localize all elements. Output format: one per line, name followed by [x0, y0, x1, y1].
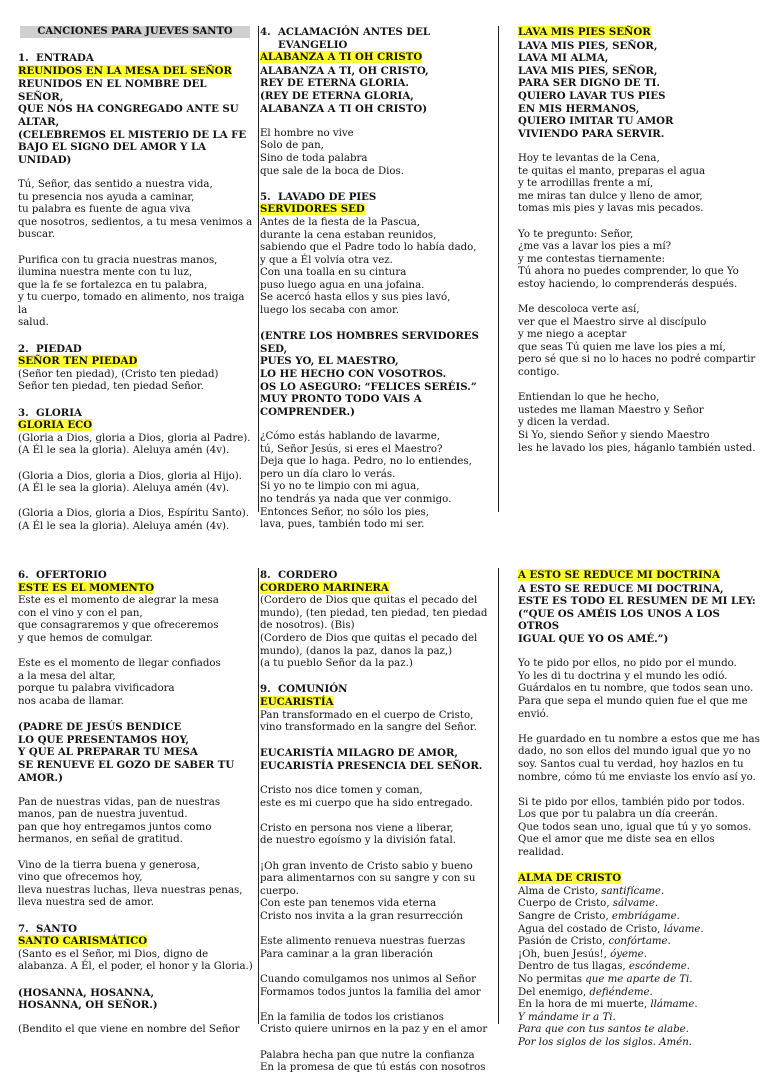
column-divider [498, 568, 499, 1024]
lyric-line: ¿Cómo estás hablando de lavarme, [260, 431, 441, 442]
lyric-line: (Gloria a Dios, gloria a Dios, gloria al Padre). [18, 432, 251, 444]
song-title [518, 569, 760, 583]
prayer-response: embriágame. [611, 911, 680, 923]
highlighted-song-title: CORDERO MARINERA [260, 581, 389, 594]
lyric-line: Pan transformado en el cuerpo de Cristo, [260, 709, 474, 721]
column-divider [498, 26, 499, 512]
spacer [260, 318, 496, 331]
prayer-text: No permitas [518, 974, 586, 985]
prayer-response: óyeme. [610, 948, 647, 960]
lyric-line: me miras tan dulce y lleno de amor, [518, 190, 703, 202]
highlighted-song-title: ALABANZA A TI OH CRISTO [260, 51, 423, 64]
chorus-line: (ENTRE LOS HOMBRES SERVIDORES SED, [260, 330, 479, 355]
section-number: 6. [18, 569, 29, 581]
lyric-line: vino transformado en la sangre del Señor. [260, 722, 477, 734]
lyric-line: Cristo quiere unirnos en la paz y en el amor [260, 1024, 488, 1036]
prayer-response: Para que con tus santos te alabe. [518, 1024, 689, 1036]
chorus-line: VIVIENDO PARA SERVIR. [518, 127, 665, 140]
spacer [18, 709, 254, 722]
prayer-line [518, 886, 760, 899]
section-title: SANTO [36, 922, 78, 935]
song-title [518, 872, 760, 886]
lyric-line: que la fe se fortalezca en tu palabra, [18, 279, 208, 291]
lyric-line: Señor ten piedad, ten piedad Señor. [18, 381, 204, 393]
lyric-line: Para caminar a la gran liberación [260, 948, 433, 960]
spacer [260, 773, 496, 786]
spacer [260, 418, 496, 431]
song-title [18, 419, 254, 433]
lyric-line: (Cordero de Dios que quitas el pecado del [260, 595, 478, 607]
chorus-line: ALABANZA A TI, OH CRISTO, [260, 64, 429, 77]
column-6 [518, 569, 760, 1050]
chorus-line: EUCARISTÍA PRESENCIA DEL SEÑOR. [260, 759, 483, 772]
spacer [260, 735, 496, 748]
chorus-line: (HOSANNA, HOSANNA, [18, 986, 155, 999]
section-number: 9. [260, 683, 271, 696]
lyric-line: (Santo es el Señor, mi Dios, digno de [18, 948, 209, 960]
lyric-line: Tú, Señor, das sentido a nuestra vida, [18, 178, 213, 190]
lyric-line: Este alimento renueva nuestras fuerzas [260, 936, 466, 948]
chorus-line: QUIERO IMITAR TU AMOR [518, 115, 674, 128]
chorus-line: PUES YO, EL MAESTRO, [260, 355, 399, 368]
lyric-line: manos, pan de nuestra juventud. [18, 809, 188, 821]
lyric-line: este es mi cuerpo que ha sido entregado. [260, 797, 473, 809]
lyric-line: para alimentarnos con su sangre y con su [260, 873, 476, 885]
highlighted-song-title: EUCARISTÍA [260, 695, 334, 708]
page-title: CANCIONES PARA JUEVES SANTO [37, 26, 233, 37]
lyric-line: y me contestas tiernamente: [518, 253, 665, 265]
section-title: LAVADO DE PIES [278, 190, 377, 203]
lyric-line: que seas Tú quien me lave los pies a mí, [518, 341, 726, 353]
spacer [18, 847, 254, 860]
chorus-line: SE RENUEVE EL GOZO DE SABER TU AMOR.) [18, 758, 235, 784]
section-heading [18, 569, 254, 582]
lyric-line: (Cordero de Dios que quitas el pecado del [260, 632, 478, 644]
spacer [18, 974, 254, 987]
lyric-line: (A Él le sea la gloria). Aleluya amén (4v). [18, 445, 230, 457]
column-4 [18, 569, 254, 1037]
song-title [260, 582, 496, 596]
section-number: 2. [18, 342, 29, 355]
lyric-line: Que el amor que me diste sea en ellos realidad. [518, 834, 715, 859]
section-heading [18, 923, 254, 936]
chorus-line: QUE NOS HA CONGREGADO ANTE SU [18, 103, 239, 116]
prayer-response: Y mándame ir a Ti. [518, 1011, 616, 1023]
lyric-line: vino que ofrecemos hoy, [18, 872, 143, 884]
chorus-line: ALTAR, [18, 115, 60, 128]
lyric-line: ver que el Maestro sirve al discípulo [518, 316, 707, 328]
spacer [18, 330, 254, 343]
lyric-line: Pan de nuestras vidas, pan de nuestras [18, 796, 221, 808]
section-number: 4. [260, 26, 271, 38]
song-title [18, 65, 254, 79]
chorus-line: IGUAL QUE YO OS AMÉ.”) [518, 632, 669, 645]
spacer [260, 115, 496, 128]
song-title [260, 203, 496, 217]
lyric-line: Guárdalos en tu nombre, que todos sean uno. [518, 683, 754, 695]
song-title [18, 935, 254, 949]
lyric-line: Deja que lo haga. Pedro, no lo entiendes, [260, 456, 472, 468]
lyric-line: puso luego agua en una jofaina. [260, 279, 425, 291]
section-number: 7. [18, 922, 29, 935]
spacer [260, 671, 496, 684]
section-title: OFERTORIO [36, 569, 107, 581]
section-title: CORDERO [278, 569, 338, 581]
spacer [18, 496, 254, 509]
spacer [518, 291, 760, 304]
lyric-line: (Gloria a Dios, gloria a Dios, gloria al Hijo). [18, 470, 243, 482]
chorus-line: ESTE ES TODO EL RESUMEN DE MI LEY: [518, 595, 756, 608]
lyric-line: no tendrás ya nada que ver conmigo. [260, 493, 452, 505]
chorus-line: REUNIDOS EN EL NOMBRE DEL SEÑOR, [18, 78, 207, 103]
lyric-line: El hombre no vive [260, 127, 354, 139]
highlighted-song-title: ESTE ES EL MOMENTO [18, 581, 155, 594]
lyric-line: Se acercó hasta ellos y sus pies lavó, [260, 292, 451, 304]
chorus-line: REY DE ETERNA GLORIA. [260, 77, 409, 90]
prayer-text: Pasión de Cristo, [518, 936, 609, 948]
prayer-response: sálvame. [612, 898, 659, 910]
spacer [260, 848, 496, 861]
chorus-line: ALABANZA A TI OH CRISTO) [260, 102, 428, 115]
lyric-line: con el vino y con el pan, [18, 607, 143, 619]
highlighted-song-title: SANTO CARISMÁTICO [18, 935, 148, 948]
lyric-line: buscar. [18, 229, 56, 241]
section-number: 8. [260, 569, 271, 581]
lyric-line: salud. [18, 317, 49, 329]
chorus-line: COMPRENDER.) [260, 405, 355, 418]
lyric-line: Yo les di tu doctrina y el mundo les odió. [518, 670, 728, 682]
section-heading [260, 683, 496, 696]
chorus-line: LAVA MIS PIES, SEÑOR, [518, 64, 658, 77]
lyric-line: ilumina nuestra mente con tu luz, [18, 267, 193, 279]
section-number: 5. [260, 190, 271, 203]
chorus-line: (REY DE ETERNA GLORIA, [260, 89, 414, 102]
lyric-line: contigo. [518, 367, 560, 379]
spacer [260, 178, 496, 191]
lyric-line: les he lavado los pies, háganlo también usted. [518, 442, 756, 454]
section-heading [18, 52, 254, 65]
lyric-line: Tú ahora no puedes comprender, lo que Yo [518, 266, 739, 278]
spacer [18, 242, 254, 255]
lyric-line: Formamos todos juntos la familia del amor [260, 986, 481, 998]
prayer-text: En la hora de mi muerte, [518, 999, 651, 1011]
chorus-line: LO QUE PRESENTAMOS HOY, [18, 733, 189, 746]
lyric-line: (Bendito el que viene en nombre del Señor [18, 1024, 240, 1036]
lyric-line: que consagraremos y que ofreceremos [18, 620, 219, 632]
prayer-text: Dentro de tus llagas, [518, 961, 629, 973]
prayer-response: lávame. [663, 923, 704, 935]
chorus-line: (“QUE OS AMÉIS LOS UNOS A LOS OTROS [518, 607, 720, 633]
section-heading [260, 191, 496, 204]
lyric-line: soy. Santos cual tu verdad, hoy hazlos en tu [518, 758, 744, 770]
spacer [18, 166, 254, 179]
lyric-line: Este es el momento de alegrar la mesa [18, 595, 219, 607]
lyric-line: durante la cena estaban reunidos, [260, 229, 437, 241]
section-heading [260, 26, 496, 51]
spacer [518, 721, 760, 734]
spacer [260, 810, 496, 823]
lyric-line: y te arrodillas frente a mí, [518, 178, 654, 190]
chorus-line: (PADRE DE JESÚS BENDICE [18, 721, 182, 734]
spacer [518, 646, 760, 659]
prayer-line [518, 1037, 760, 1050]
lyric-line: nos acaba de llamar. [18, 695, 124, 707]
prayer-line [518, 898, 760, 911]
spacer [518, 380, 760, 393]
lyric-line: Palabra hecha pan que nutre la confianza [260, 1049, 475, 1061]
prayer-text: Sangre de Cristo, [518, 911, 612, 923]
section-number: 1. [18, 52, 29, 64]
lyric-line: ¡Oh gran invento de Cristo sabio y bueno [260, 860, 473, 872]
highlighted-song-title: ALMA DE CRISTO [518, 872, 622, 885]
lyric-line: Cristo nos dice tomen y coman, [260, 785, 423, 797]
chorus-line: OS LO ASEGURO: “FELICES SERÉIS.” [260, 380, 477, 393]
lyric-line: Purifica con tu gracia nuestras manos, [18, 254, 218, 266]
song-title [18, 355, 254, 369]
prayer-line [518, 1024, 760, 1037]
chorus-line: MUY PRONTO TODO VAIS A [260, 393, 422, 406]
lyric-line: Sino de toda palabra [260, 152, 368, 164]
chorus-line: HOSANNA, OH SEÑOR.) [18, 999, 158, 1012]
lyric-line: Para que sepa el mundo quien fue el que me envió. [518, 695, 748, 720]
section-title: COMUNIÓN [278, 683, 348, 696]
section-heading [260, 569, 496, 582]
lyric-line: porque tu palabra vivificadora [18, 683, 175, 695]
prayer-line [518, 936, 760, 949]
spacer [18, 458, 254, 471]
highlighted-song-title: A ESTO SE REDUCE MI DOCTRINA [518, 569, 721, 581]
prayer-line [518, 949, 760, 962]
lyric-line: sabiendo que el Padre todo lo había dado, [260, 242, 477, 254]
spacer [18, 646, 254, 659]
lyric-line: que nosotros, sedientos, a tu mesa venimos a [18, 216, 253, 228]
spacer [260, 999, 496, 1012]
prayer-line [518, 999, 760, 1012]
spacer [260, 961, 496, 974]
section-heading [18, 407, 254, 420]
lyric-line: Los que por tu palabra un día creerán. [518, 809, 718, 821]
lyric-line: mundo), (danos la paz, danos la paz,) [260, 645, 453, 657]
lyric-line: cuerpo. [260, 885, 299, 897]
chorus-line: LAVA MI ALMA, [518, 52, 609, 65]
section-title: ENTRADA [36, 52, 94, 64]
lyric-line: Con una toalla en su cintura [260, 267, 407, 279]
lyric-line: lleva nuestra sed de amor. [18, 897, 154, 909]
prayer-line [518, 987, 760, 1000]
lyric-line: Si yo no te limpio con mi agua, [260, 481, 420, 493]
column-2 [260, 26, 496, 532]
lyric-line: Si te pido por ellos, también pido por todos. [518, 796, 745, 808]
prayer-response: escóndeme. [628, 961, 691, 973]
prayer-line [518, 974, 760, 987]
column-3 [518, 26, 760, 455]
lyric-line: dado, no son ellos del mundo igual que yo no [518, 746, 751, 758]
lyric-line: lleva nuestras luchas, lleva nuestras penas, [18, 884, 243, 896]
lyric-line: tú, Señor Jesús, si eres el Maestro? [260, 443, 443, 455]
column-divider [258, 568, 259, 1024]
prayer-line [518, 924, 760, 937]
chorus-line: EN MIS HERMANOS, [518, 102, 640, 115]
song-title [260, 696, 496, 710]
lyric-line: de nosotros). (Bis) [260, 620, 355, 632]
lyric-line: (A Él le sea la gloria). Aleluya amén (4v). [18, 483, 230, 495]
highlighted-song-title: GLORIA ECO [18, 419, 93, 432]
lyric-line: He guardado en tu nombre a estos que me has [518, 733, 760, 745]
lyric-line: Entiendan lo que he hecho, [518, 392, 660, 404]
lyric-line: (A Él le sea la gloria). Aleluya amén (4v). [18, 520, 230, 532]
lyric-line: Me descoloca verte así, [518, 304, 640, 316]
lyric-line: tu presencia nos ayuda a caminar, [18, 191, 195, 203]
lyric-line: y me niego a aceptar [518, 329, 627, 341]
prayer-response: confórtame. [608, 936, 671, 948]
spacer [518, 784, 760, 797]
lyric-line: Si Yo, siendo Señor y siendo Maestro [518, 430, 710, 441]
lyric-line: tomas mis pies y lavas mis pecados. [518, 203, 704, 215]
highlighted-song-title: REUNIDOS EN LA MESA DEL SEÑOR [18, 64, 232, 77]
lyric-line: Con este pan tenemos vida eterna [260, 898, 437, 910]
spacer [260, 1037, 496, 1050]
song-title [518, 26, 760, 40]
lyric-line: pero sé que si no lo haces no podré compartir [518, 354, 756, 366]
lyric-line: ¿me vas a lavar los pies a mí? [518, 241, 672, 253]
prayer-line [518, 961, 760, 974]
lyric-line: pan que hoy entregamos juntos como [18, 821, 212, 833]
lyric-line: que sale de la boca de Dios. [260, 165, 405, 177]
lyric-line: En la familia de todos los cristianos [260, 1011, 444, 1023]
column-5 [260, 569, 496, 1075]
lyric-line: (a tu pueblo Señor da la paz.) [260, 658, 413, 670]
lyric-line: de nuestro egoísmo y la división fatal. [260, 835, 456, 847]
lyric-line: Solo de pan, [260, 140, 324, 152]
lyric-line: tu palabra es fuente de agua viva [18, 204, 191, 216]
spacer [518, 216, 760, 229]
lyric-line: Vino de la tierra buena y generosa, [18, 859, 200, 871]
spacer [18, 910, 254, 923]
spacer [260, 924, 496, 937]
prayer-text: ¡Oh, buen Jesús!, [518, 948, 611, 960]
section-title: PIEDAD [36, 342, 82, 355]
section-title: ACLAMACIÓN ANTES DEL EVANGELIO [278, 26, 431, 51]
prayer-response: que me aparte de Ti. [585, 974, 693, 985]
chorus-line: BAJO EL SIGNO DEL AMOR Y LA UNIDAD) [18, 141, 207, 166]
lyric-line: Cristo en persona nos viene a liberar, [260, 822, 454, 834]
lyric-line: Antes de la fiesta de la Pascua, [260, 216, 420, 228]
chorus-line: QUIERO LAVAR TUS PIES [518, 89, 666, 102]
chorus-line: EUCARISTÍA MILAGRO DE AMOR, [260, 747, 458, 760]
lyric-line: Entonces Señor, no sólo los pies, [260, 506, 429, 518]
lyric-line: y tu cuerpo, tomado en alimento, nos traiga la [18, 292, 245, 316]
lyric-line: (Señor ten piedad), (Cristo ten piedad) [18, 368, 219, 380]
lyric-line: hermanos, en señal de gratitud. [18, 834, 183, 846]
lyric-line: a la mesa del altar, [18, 670, 116, 682]
section-heading [18, 343, 254, 356]
section-title: GLORIA [36, 406, 82, 419]
chorus-line: LO HE HECHO CON VOSOTROS. [260, 368, 447, 381]
lyric-line: ustedes me llaman Maestro y Señor [518, 404, 704, 416]
lyric-line: Cristo nos invita a la gran resurrección [260, 911, 463, 923]
chorus-line: PARA SER DIGNO DE TI. [518, 77, 660, 90]
spacer [518, 860, 760, 873]
chorus-line: (CELEBREMOS EL MISTERIO DE LA FE [18, 128, 247, 141]
lyric-line: y que a Él volvía otra vez. [260, 254, 393, 266]
prayer-response: Por los siglos de los siglos. Amén. [518, 1036, 693, 1048]
highlighted-song-title: SERVIDORES SED [260, 203, 365, 216]
lyric-line: pero un día claro lo verás. [260, 468, 396, 480]
chorus-line: Y QUE AL PREPARAR TU MESA [18, 746, 198, 759]
lyric-line: mundo), (ten piedad, ten piedad, ten piedad [260, 607, 488, 619]
prayer-response: defiéndeme. [589, 986, 653, 998]
lyric-line: Hoy te levantas de la Cena, [518, 152, 660, 164]
highlighted-song-title: SEÑOR TEN PIEDAD [18, 355, 138, 368]
chorus-line: LAVA MIS PIES, SEÑOR, [518, 39, 658, 52]
spacer [18, 394, 254, 407]
prayer-text: Agua del costado de Cristo, [518, 923, 664, 935]
highlighted-song-title: LAVA MIS PIES SEÑOR [518, 26, 651, 38]
lyric-line: y que hemos de comulgar. [18, 632, 153, 644]
prayer-line [518, 911, 760, 924]
lyric-line: luego los secaba con amor. [260, 305, 399, 317]
spacer [18, 1012, 254, 1025]
song-title [18, 582, 254, 596]
lyric-line: Cuando comulgamos nos unimos al Señor [260, 974, 477, 985]
chorus-line: A ESTO SE REDUCE MI DOCTRINA, [518, 582, 724, 595]
song-title [260, 51, 496, 65]
column-1 [18, 52, 254, 534]
prayer-text: Del enemigo, [518, 986, 590, 998]
prayer-line [518, 1012, 760, 1025]
lyric-line: lava, pues, también todo mi ser. [260, 519, 425, 531]
spacer [518, 140, 760, 153]
spacer [18, 784, 254, 797]
lyric-line: alabanza. A Él, el poder, el honor y la Gloria.) [18, 961, 253, 973]
lyric-line: (Gloria a Dios, gloria a Dios, Espíritu Santo). [18, 508, 249, 520]
prayer-text: Cuerpo de Cristo, [518, 898, 613, 910]
lyric-line: Este es el momento de llegar confiados [18, 658, 221, 670]
prayer-response: llámame. [650, 999, 698, 1011]
lyric-line: Yo te pregunto: Señor, [518, 228, 634, 240]
prayer-response: santifícame. [601, 885, 665, 897]
lyric-line: estoy haciendo, lo comprenderás después. [518, 278, 738, 290]
lyric-line: y dicen la verdad. [518, 417, 610, 429]
lyric-line: Yo te pido por ellos, no pido por el mundo. [518, 658, 737, 670]
lyric-line: nombre, cómo tú me enviaste los envío así yo. [518, 771, 756, 783]
lyric-line: te quitas el manto, preparas el agua [518, 165, 706, 177]
prayer-text: Alma de Cristo, [518, 885, 602, 897]
section-number: 3. [18, 406, 29, 419]
column-divider [258, 26, 259, 512]
lyric-line: Que todos sean uno, igual que tú y yo somos. [518, 821, 752, 833]
lyric-line: En la promesa de que tú estás con nosotros [260, 1062, 486, 1074]
